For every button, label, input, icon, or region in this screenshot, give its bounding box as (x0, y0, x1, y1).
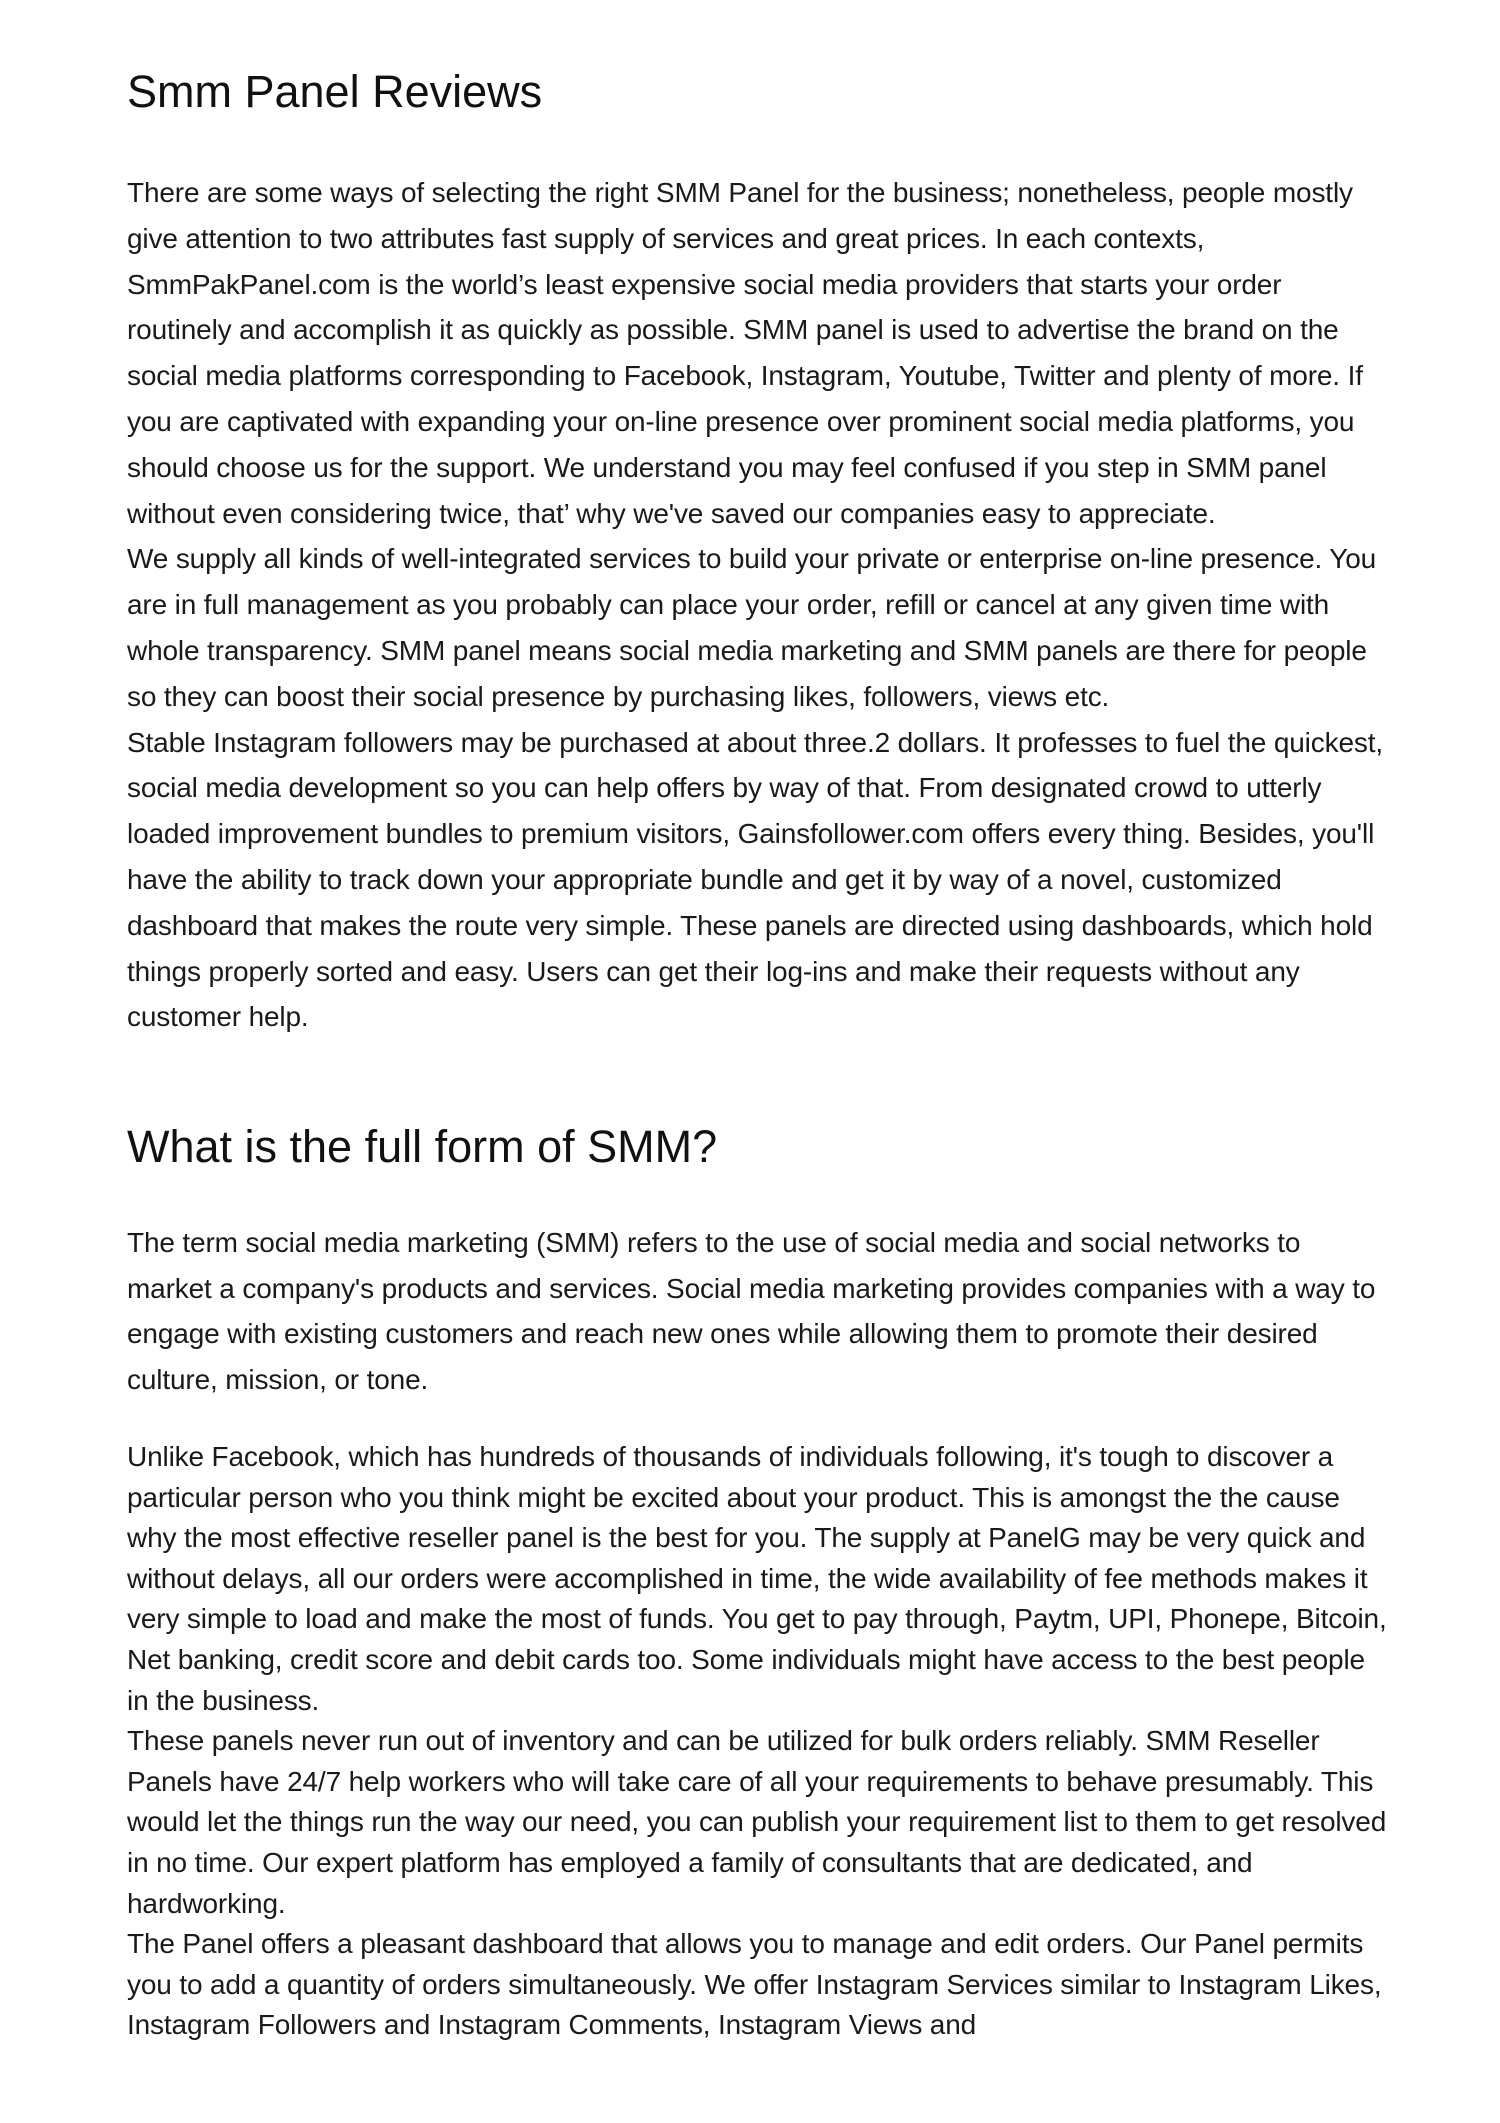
closing-section (127, 1437, 1387, 2046)
intro-section (127, 170, 1387, 1040)
closing-paragraph: Unlike Facebook, which has hundreds of thousands of individuals following, it's tough to discover a particular person who you think might be excited about your product. This is amongst the the cause why the most effective reseller panel is the best for you. The supply at PanelG may be very quick and without delays, all our orders were accomplished in time, the wide availability of fee methods makes it very simple to load and make the most of funds. You get to pay through, Paytm, UPI, Phonepe, Bitcoin, Net banking, credit score and debit cards too. Some individuals might have access to the best people in the business. (127, 1441, 1387, 1716)
page-title: Smm Panel Reviews (127, 66, 543, 117)
section-heading: What is the full form of SMM? (127, 1121, 718, 1172)
definition-section (127, 1220, 1387, 1402)
closing-paragraph: These panels never run out of inventory and can be utilized for bulk orders reliably. SMM Reseller Panels have 24/7 help workers who will take care of all your requirements to behave presumably. This would let the things run the way our need, you can publish your requirement list to them to get resolved in no time. Our expert platform has employed a family of consultants that are dedicated, and hardworking. (127, 1725, 1387, 1919)
closing-paragraph: The Panel offers a pleasant dashboard that allows you to manage and edit orders. Our Panel permits you to add a quantity of orders simultaneously. We offer Instagram Services similar to Instagram Likes, Instagram Followers and Instagram Comments, Instagram Views and (127, 1928, 1382, 2041)
definition-paragraph: The term social media marketing (SMM) refers to the use of social media and social networks to market a company's products and services. Social media marketing provides companies with a way to engage with existing customers and reach new ones while allowing them to promote their desired culture, mission, or tone. (127, 1227, 1376, 1395)
intro-paragraph: There are some ways of selecting the right SMM Panel for the business; nonetheless, people mostly give attention to two attributes fast supply of services and great prices. In each contexts, SmmPakPanel.com is the world’s least expensive social media providers that starts your order routinely and accomplish it as quickly as possible. SMM panel is used to advertise the brand on the social media platforms corresponding to Facebook, Instagram, Youtube, Twitter and plenty of more. If you are captivated with expanding your on-line presence over prominent social media platforms, you should choose us for the support. We understand you may feel confused if you step in SMM panel without even considering twice, that’ why we've saved our companies easy to appreciate. (127, 177, 1363, 529)
intro-paragraph: Stable Instagram followers may be purchased at about three.2 dollars. It professes to fuel the quickest, social media development so you can help offers by way of that. From designated crowd to utterly loaded improvement bundles to premium visitors, Gainsfollower.com offers every thing. Besides, you'll have the ability to track down your appropriate bundle and get it by way of a novel, customized dashboard that makes the route very simple. These panels are directed using dashboards, which hold things properly sorted and easy. Users can get their log-ins and make their requests without any customer help. (127, 726, 1383, 1033)
intro-paragraph: We supply all kinds of well-integrated services to build your private or enterprise on-line presence. You are in full management as you probably can place your order, refill or cancel at any given time with whole transparency. SMM panel means social media marketing and SMM panels are there for people so they can boost their social presence by purchasing likes, followers, views etc. (127, 543, 1377, 712)
